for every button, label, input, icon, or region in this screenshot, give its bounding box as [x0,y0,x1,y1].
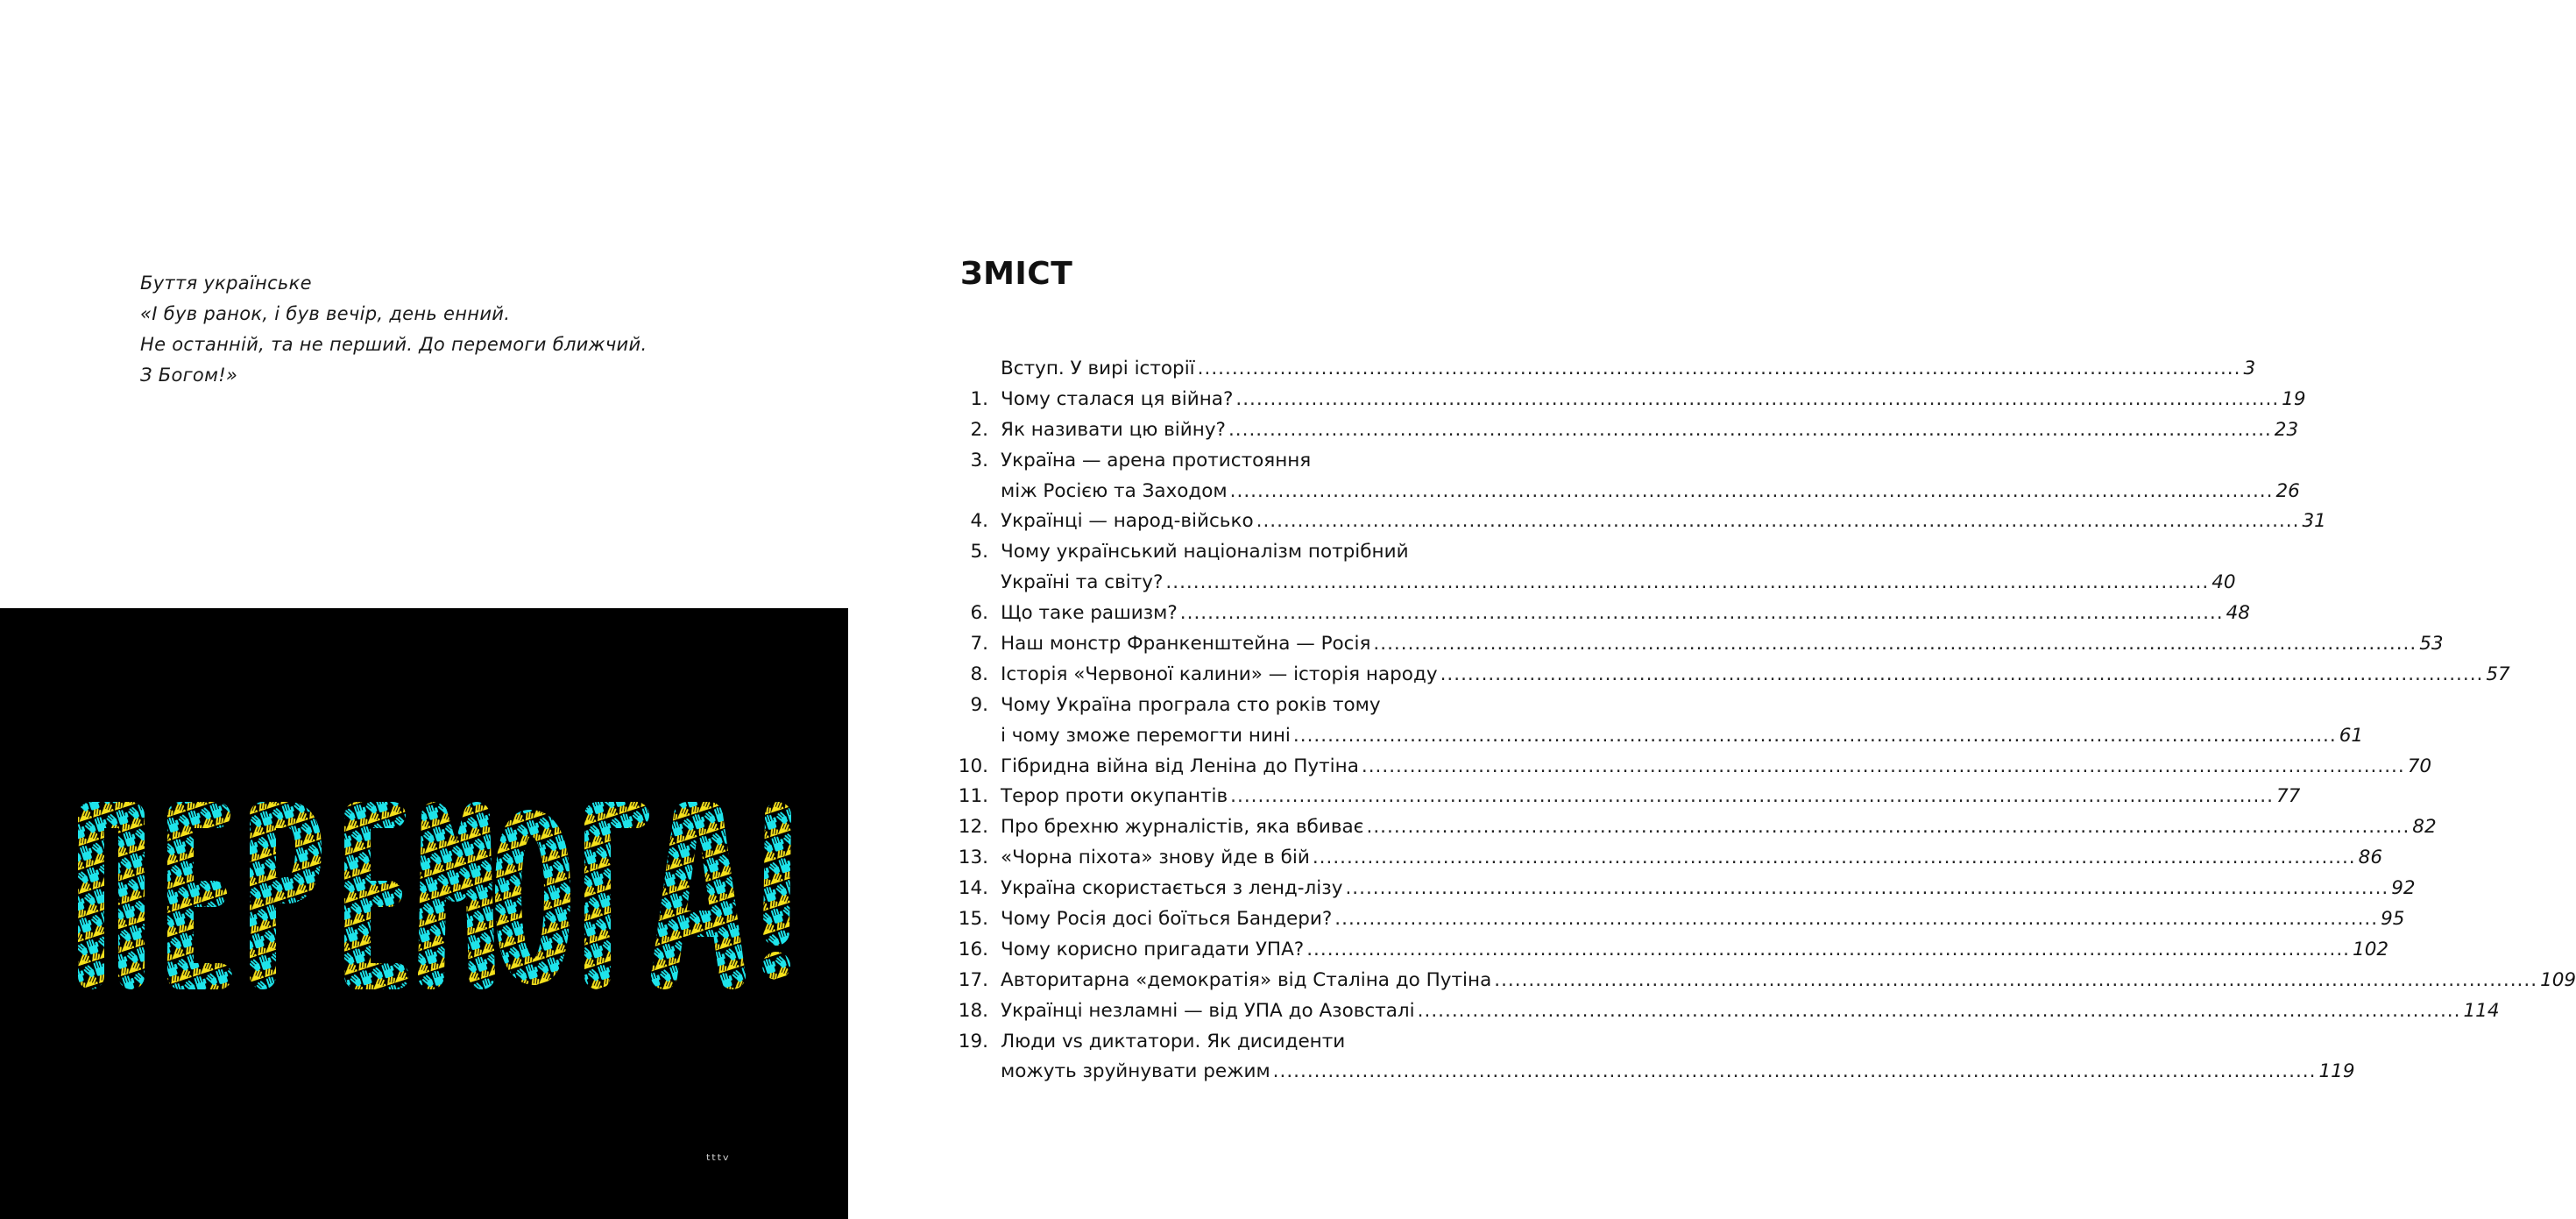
toc-entry-number: 19. [958,1030,988,1052]
toc-page-number: 86 [2358,847,2383,869]
table-of-contents [957,358,2576,1091]
toc-entry[interactable] [957,602,2250,633]
toc-entry-title: Чому Росія досі боїться Бандери? [1001,908,1333,931]
toc-entry-title: Вступ. У вирі історії [1001,358,1195,379]
toc-page-number: 3 [2243,358,2256,379]
toc-entry[interactable] [957,418,2299,450]
epigraph-line: Буття українське [140,273,312,294]
toc-entry-title: Люди vs диктатори. Як дисиденти [1001,1030,1346,1052]
toc-entry-number: 16. [958,938,988,960]
toc-entry-title: Терор проти окупантів [1001,785,1228,808]
toc-dot-leader: ........................................................................................................................................................ [1361,755,2405,777]
toc-entry-number: 7. [970,633,988,656]
toc-dot-leader: ........................................................................................................................................................ [1230,785,2274,808]
toc-dot-leader: ........................................................................................................................................................ [1440,663,2484,685]
toc-entry-title: «Чорна піхота» знову йде в бій [1001,847,1310,869]
toc-entry[interactable] [957,755,2432,786]
toc-entry-title: Україна — арена протистояння [1001,449,1312,471]
toc-page-number: 40 [2212,571,2236,594]
toc-entry-number: 6. [970,602,988,625]
toc-entry-number: 1. [970,387,988,410]
toc-dot-leader: ........................................................................................................................................................ [1494,968,2538,991]
toc-entry-number: 10. [958,755,988,777]
toc-entry-title: Чому корисно пригадати УПА? [1001,938,1305,960]
toc-entry-number: 13. [958,847,988,869]
toc-entry-title: і чому зможе перемогти нині [1001,724,1291,747]
toc-entry-title: Чому український націоналізм потрібний [1001,541,1409,563]
toc-page-number: 119 [2318,1060,2355,1083]
toc-page-number: 57 [2486,663,2510,685]
epigraph-line: Не останній, та не перший. До перемоги ближчий. [140,334,648,355]
toc-entry[interactable] [957,938,2389,969]
toc-entry[interactable] [957,724,2364,755]
toc-dot-leader: ........................................................................................................................................................ [1229,479,2274,502]
toc-page-number: 31 [2302,510,2326,533]
toc-entry-title: Україні та світу? [1001,571,1164,594]
toc-entry-number: 12. [958,816,988,839]
toc-entry[interactable] [957,633,2444,663]
toc-dot-leader: ........................................................................................................................................................ [1366,816,2410,839]
epigraph [140,268,754,391]
toc-entry[interactable] [957,694,1584,725]
toc-entry-title: Українці — народ-військо [1001,510,1254,533]
toc-entry[interactable] [957,387,2306,419]
toc-entry[interactable] [957,571,2236,602]
epigraph-line: «І був ранок, і був вечір, день енний. [140,303,511,324]
toc-dot-leader: ........................................................................................................................................................ [1306,938,2351,960]
toc-dot-leader: ........................................................................................................................................................ [1235,387,2280,410]
toc-entry-number: 4. [970,510,988,533]
toc-dot-leader: ........................................................................................................................................................ [1256,510,2300,533]
toc-entry-title: Про брехню журналістів, яка вбиває [1001,816,1364,839]
toc-dot-leader: ........................................................................................................................................................ [1165,571,2210,594]
toc-dot-leader: ........................................................................................................................................................ [1228,418,2272,441]
toc-entry[interactable] [957,663,2510,694]
toc-page-number: 77 [2275,785,2301,808]
toc-dot-leader: ........................................................................................................................................................ [1334,908,2379,931]
toc-page-number: 48 [2226,602,2250,625]
toc-page-number: 92 [2391,877,2416,900]
toc-entry-number: 18. [958,999,988,1022]
toc-entry[interactable] [957,847,2383,877]
poster-illustration [0,608,848,1219]
toc-dot-leader: ........................................................................................................................................................ [1345,877,2389,900]
toc-entry-number: 17. [958,968,988,991]
toc-page-number: 26 [2275,479,2300,502]
toc-entry[interactable] [957,1060,2355,1091]
toc-entry[interactable] [957,541,1584,571]
toc-page-number: 114 [2463,999,2500,1022]
toc-entry-title: Що таке рашизм? [1001,602,1178,625]
toc-page-number: 95 [2381,908,2405,931]
toc-entry[interactable] [957,785,2301,816]
toc-dot-leader: ........................................................................................................................................................ [1373,633,2417,656]
toc-entry[interactable] [957,358,2256,388]
toc-entry-number: 2. [970,418,988,441]
toc-dot-leader: ........................................................................................................................................................ [1272,1060,2317,1083]
toc-entry-number: 5. [970,541,988,563]
toc-entry-title: Чому сталася ця війна? [1001,387,1234,410]
toc-entry-number: 14. [958,877,988,900]
toc-entry[interactable] [957,999,2500,1031]
toc-entry-title: можуть зруйнувати режим [1001,1060,1270,1083]
artist-signature: ᵗᵗᵗᵛ [706,1152,731,1170]
toc-entry-number: 8. [970,663,988,685]
toc-entry[interactable] [957,479,2300,511]
toc-page-number: 102 [2353,938,2389,960]
epigraph-line: З Богом!» [140,365,238,386]
toc-page-number: 82 [2412,816,2437,839]
toc-entry[interactable] [957,908,2405,939]
toc-page-number: 109 [2540,968,2576,991]
toc-dot-leader: ........................................................................................................................................................ [1292,724,2337,747]
toc-entry-number: 3. [970,449,988,471]
toc-entry-title: між Росією та Заходом [1001,479,1228,502]
toc-entry-title: Авторитарна «демократія» від Сталіна до Путіна [1001,968,1492,991]
toc-title: ЗМІСТ [960,256,1073,292]
toc-dot-leader: ........................................................................................................................................................ [1179,602,2224,625]
toc-entry-title: Україна скористається з ленд-лізу [1001,877,1343,900]
toc-entry-number: 15. [958,908,988,931]
toc-dot-leader: ........................................................................................................................................................ [1312,847,2356,869]
toc-entry-number: 11. [958,785,988,808]
toc-dot-leader: ........................................................................................................................................................ [1197,358,2241,379]
toc-entry-title: Історія «Червоної калини» — історія народу [1001,663,1438,685]
toc-page-number: 70 [2407,755,2432,777]
toc-entry-title: Наш монстр Франкенштейна — Росія [1001,633,1371,656]
toc-page-number: 53 [2419,633,2444,656]
toc-page-number: 23 [2274,418,2299,441]
toc-page-number: 19 [2282,387,2306,410]
toc-entry[interactable] [957,450,1584,480]
toc-entry[interactable] [957,877,2416,908]
toc-entry[interactable] [957,1031,1584,1061]
toc-entry[interactable] [957,968,2576,1000]
toc-entry-number: 9. [970,693,988,716]
poster-svg [0,608,848,1219]
toc-entry-title: Чому Україна програла сто років тому [1001,693,1381,716]
toc-entry[interactable] [957,510,2326,541]
toc-entry[interactable] [957,816,2437,847]
toc-page-number: 61 [2339,724,2364,747]
toc-entry-title: Гібридна війна від Леніна до Путіна [1001,755,1359,777]
toc-entry-title: Як називати цю війну? [1001,418,1226,441]
toc-entry-title: Українці незламні — від УПА до Азовсталі [1001,999,1415,1022]
toc-dot-leader: ........................................................................................................................................................ [1417,999,2461,1022]
